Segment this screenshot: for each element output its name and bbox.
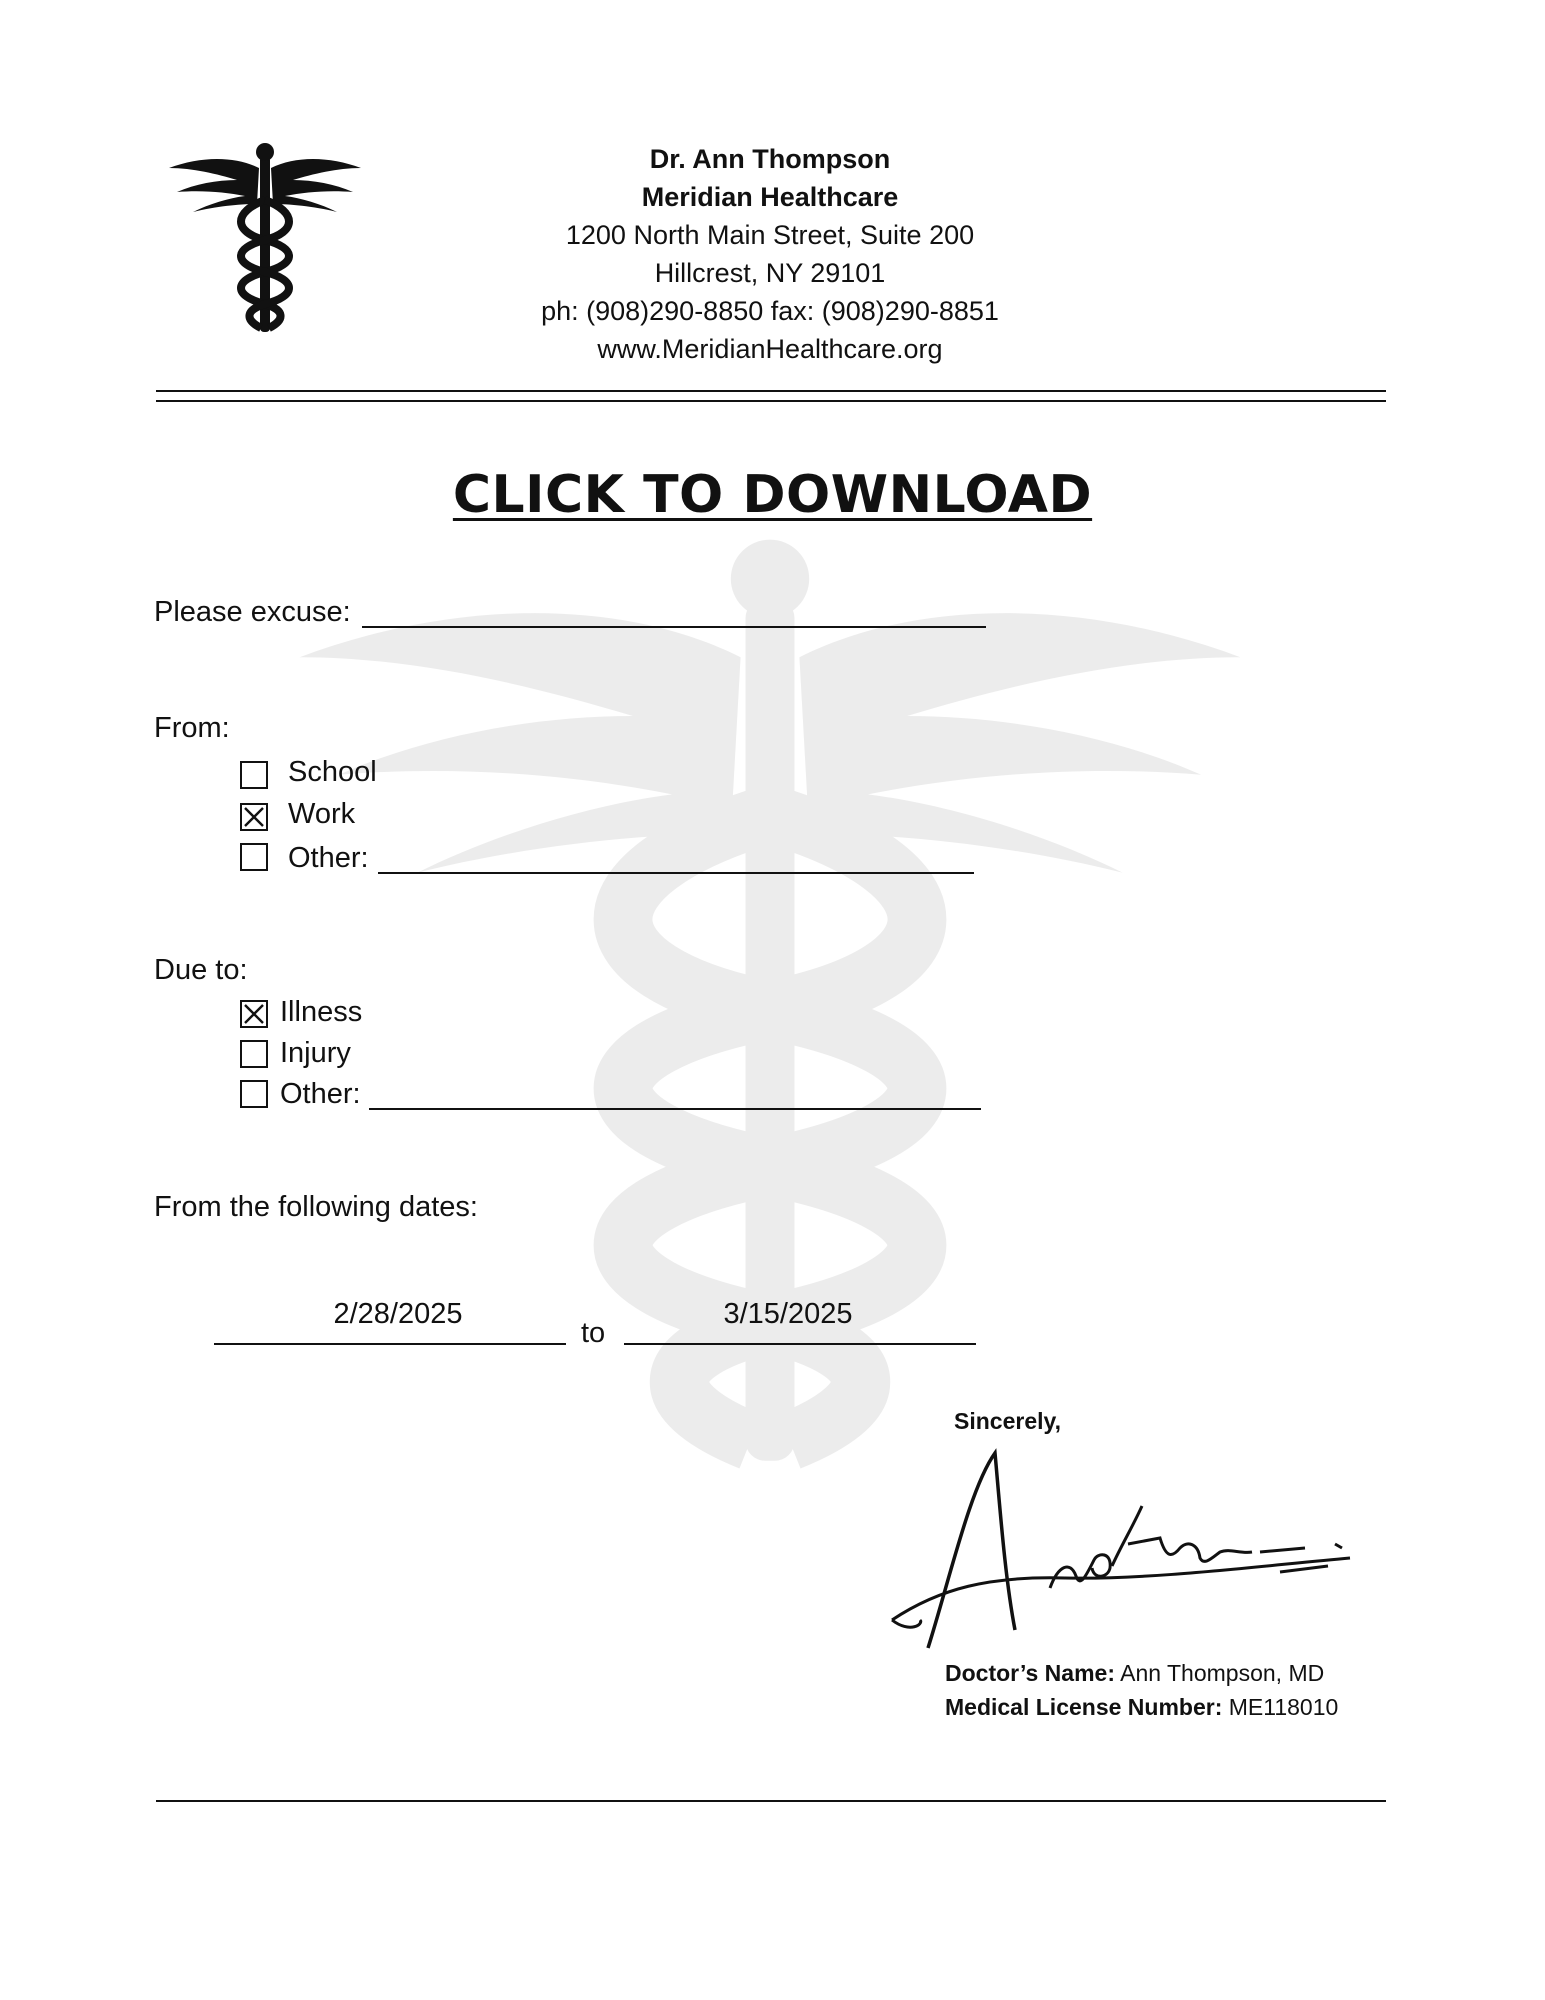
due-other-checkbox[interactable] bbox=[240, 1080, 268, 1108]
doctor-name: Dr. Ann Thompson bbox=[649, 144, 891, 174]
start-date-value: 2/28/2025 bbox=[333, 1298, 463, 1330]
website-link[interactable]: www.MeridianHealthcare.org bbox=[597, 334, 943, 364]
from-other-checkbox[interactable] bbox=[240, 843, 268, 871]
doctor-name-value: Ann Thompson, MD bbox=[1120, 1660, 1325, 1686]
address-line-2: Hillcrest, NY 29101 bbox=[654, 258, 886, 288]
license-line bbox=[945, 1694, 1338, 1721]
from-other-field[interactable] bbox=[378, 872, 974, 874]
dates-label: From the following dates: bbox=[154, 1191, 478, 1223]
school-checkbox[interactable] bbox=[240, 761, 268, 789]
doctor-name-line bbox=[945, 1660, 1324, 1687]
patient-name-field[interactable] bbox=[362, 626, 986, 628]
header-divider-top bbox=[156, 390, 1386, 392]
doctor-name-label: Doctor’s Name: bbox=[945, 1660, 1115, 1686]
x-checkbox-icon bbox=[242, 805, 266, 829]
school-option-label: School bbox=[288, 756, 377, 788]
practice-name: Meridian Healthcare bbox=[641, 182, 899, 212]
to-label: to bbox=[581, 1317, 606, 1349]
illness-checkbox[interactable] bbox=[240, 1000, 268, 1028]
due-other-label: Other: bbox=[280, 1078, 361, 1110]
caduceus-watermark-icon bbox=[280, 520, 1260, 1500]
license-value: ME118010 bbox=[1228, 1694, 1339, 1720]
from-other-label: Other: bbox=[288, 842, 369, 874]
header-divider-bottom bbox=[156, 400, 1386, 402]
due-other-field[interactable] bbox=[369, 1108, 981, 1110]
x-checkbox-icon bbox=[242, 1002, 266, 1026]
phone-fax: ph: (908)290-8850 fax: (908)290-8851 bbox=[541, 296, 999, 326]
caduceus-icon bbox=[165, 140, 365, 340]
work-checkbox[interactable] bbox=[240, 803, 268, 831]
letterhead bbox=[470, 140, 1070, 368]
footer-divider bbox=[156, 1800, 1386, 1802]
closing-text: Sincerely, bbox=[954, 1408, 1061, 1434]
download-link[interactable]: CLICK TO DOWNLOAD bbox=[452, 465, 1093, 525]
end-date-field[interactable] bbox=[624, 1343, 976, 1345]
license-label: Medical License Number: bbox=[945, 1694, 1223, 1720]
doctor-signature bbox=[880, 1448, 1360, 1658]
work-option-label: Work bbox=[288, 798, 356, 830]
end-date-value: 3/15/2025 bbox=[723, 1298, 853, 1330]
start-date-field[interactable] bbox=[214, 1343, 566, 1345]
injury-checkbox[interactable] bbox=[240, 1040, 268, 1068]
please-excuse-label: Please excuse: bbox=[154, 596, 351, 628]
from-label: From: bbox=[154, 712, 230, 744]
due-to-label: Due to: bbox=[154, 954, 248, 986]
illness-option-label: Illness bbox=[280, 996, 363, 1028]
injury-option-label: Injury bbox=[280, 1037, 351, 1069]
address-line-1: 1200 North Main Street, Suite 200 bbox=[565, 220, 975, 250]
